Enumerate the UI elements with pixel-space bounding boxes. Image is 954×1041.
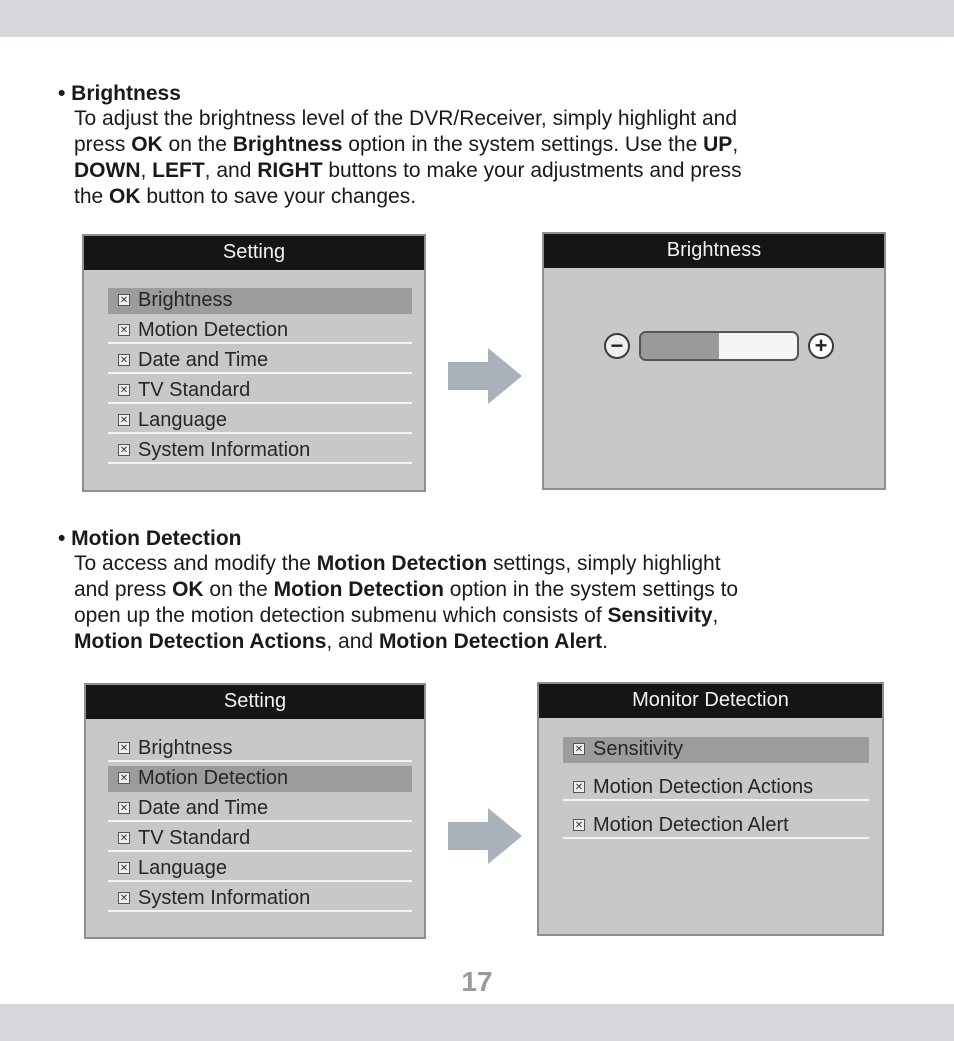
bold-term: Brightness <box>232 133 343 156</box>
minus-icon[interactable]: − <box>604 333 630 359</box>
menu-bullet-icon: ✕ <box>119 445 129 456</box>
menu-item-label: Motion Detection <box>138 766 289 789</box>
setting-title-1: Setting <box>84 236 424 270</box>
menu-item-label: TV Standard <box>138 826 251 849</box>
bottom-band <box>0 1004 954 1041</box>
menu-item[interactable] <box>108 378 412 404</box>
menu-item[interactable] <box>108 886 412 912</box>
paragraph-line <box>74 577 918 603</box>
text-run: To adjust the brightness level of the DVR/Receiver, simply highlight and <box>74 107 738 130</box>
paragraph-line <box>74 158 918 184</box>
text-run: . <box>602 630 608 653</box>
brightness-slider[interactable] <box>604 330 834 362</box>
monitor-detection-title: Monitor Detection <box>539 684 882 718</box>
plus-icon[interactable]: + <box>808 333 834 359</box>
menu-item[interactable] <box>108 318 412 344</box>
bold-term: Motion Detection <box>316 552 488 575</box>
right-arrow-icon <box>448 808 522 864</box>
menu-bullet-icon: ✕ <box>119 863 129 874</box>
paragraph-line <box>74 551 918 577</box>
motion-section <box>58 526 918 655</box>
motion-paragraph <box>74 551 918 655</box>
text-run: , <box>140 159 153 182</box>
menu-bullet-icon: ✕ <box>119 355 129 366</box>
menu-item[interactable] <box>108 348 412 374</box>
text-run: the <box>74 185 110 208</box>
brightness-level-fill <box>641 333 719 359</box>
menu-item[interactable] <box>108 288 412 314</box>
text-run: option in the system settings. Use the <box>342 133 704 156</box>
text-run: , <box>732 133 739 156</box>
right-arrow-icon <box>448 348 522 404</box>
menu-bullet-icon: ✕ <box>574 744 584 755</box>
menu-item[interactable] <box>563 813 869 839</box>
brightness-heading: • Brightness <box>58 82 181 105</box>
menu-item[interactable] <box>108 796 412 822</box>
menu-bullet-icon: ✕ <box>574 820 584 831</box>
bold-term: Motion Detection <box>273 578 444 601</box>
bold-term: LEFT <box>152 159 205 182</box>
text-run: press <box>74 133 132 156</box>
brightness-screen-title: Brightness <box>544 234 884 268</box>
bold-term: Sensitivity <box>607 604 713 627</box>
motion-heading: • Motion Detection <box>58 527 242 550</box>
menu-bullet-icon: ✕ <box>119 385 129 396</box>
paragraph-line <box>74 106 918 132</box>
paragraph-line <box>74 132 918 158</box>
menu-item-label: Sensitivity <box>593 737 684 760</box>
text-run: on the <box>162 133 233 156</box>
menu-bullet-icon: ✕ <box>119 773 129 784</box>
menu-item[interactable] <box>108 438 412 464</box>
bold-term: Motion Detection Alert <box>378 630 603 653</box>
paragraph-line <box>74 184 918 210</box>
menu-item-label: Language <box>138 408 227 431</box>
setting-screen-2 <box>84 683 426 939</box>
text-run: , <box>712 604 719 627</box>
menu-item[interactable] <box>108 408 412 434</box>
menu-bullet-icon: ✕ <box>119 295 129 306</box>
text-run: , and <box>204 159 258 182</box>
menu-bullet-icon: ✕ <box>119 833 129 844</box>
menu-item-label: Brightness <box>138 736 233 759</box>
menu-item[interactable] <box>563 737 869 763</box>
text-run: button to save your changes. <box>140 185 417 208</box>
menu-bullet-icon: ✕ <box>119 415 129 426</box>
setting-screen-1 <box>82 234 426 492</box>
text-run: To access and modify the <box>74 552 317 575</box>
monitor-detection-screen <box>537 682 884 936</box>
menu-item-label: System Information <box>138 438 311 461</box>
bold-term: DOWN <box>74 159 141 182</box>
menu-bullet-icon: ✕ <box>119 325 129 336</box>
menu-item[interactable] <box>108 766 412 792</box>
text-run: , and <box>326 630 379 653</box>
bold-term: OK <box>131 133 163 156</box>
menu-item[interactable] <box>108 736 412 762</box>
menu-item-label: Language <box>138 856 227 879</box>
menu-item-label: System Information <box>138 886 311 909</box>
menu-item-label: Motion Detection Alert <box>593 813 789 836</box>
menu-item-label: Date and Time <box>138 796 269 819</box>
brightness-section <box>58 81 918 210</box>
text-run: on the <box>203 578 274 601</box>
paragraph-line <box>74 603 918 629</box>
text-run: open up the motion detection submenu which consists of <box>74 604 608 627</box>
text-run: settings, simply highlight <box>487 552 721 575</box>
bold-term: UP <box>703 133 733 156</box>
menu-bullet-icon: ✕ <box>119 893 129 904</box>
text-run: option in the system settings to <box>443 578 739 601</box>
paragraph-line <box>74 629 918 655</box>
menu-item[interactable] <box>108 856 412 882</box>
text-run: and press <box>74 578 173 601</box>
menu-item[interactable] <box>563 775 869 801</box>
brightness-paragraph <box>74 106 918 210</box>
bold-term: OK <box>109 185 141 208</box>
brightness-screen <box>542 232 886 490</box>
menu-item[interactable] <box>108 826 412 852</box>
bold-term: Motion Detection Actions <box>74 630 327 653</box>
page-number: 17 <box>461 966 493 997</box>
menu-item-label: Date and Time <box>138 348 269 371</box>
menu-item-label: TV Standard <box>138 378 251 401</box>
menu-bullet-icon: ✕ <box>574 782 584 793</box>
menu-item-label: Motion Detection Actions <box>593 775 814 798</box>
text-run: buttons to make your adjustments and press <box>322 159 742 182</box>
menu-item-label: Motion Detection <box>138 318 289 341</box>
bold-term: RIGHT <box>257 159 323 182</box>
menu-bullet-icon: ✕ <box>119 803 129 814</box>
top-band <box>0 0 954 37</box>
brightness-track[interactable] <box>639 331 799 361</box>
bold-term: OK <box>172 578 204 601</box>
menu-bullet-icon: ✕ <box>119 743 129 754</box>
setting-title-2: Setting <box>86 685 424 719</box>
menu-item-label: Brightness <box>138 288 233 311</box>
